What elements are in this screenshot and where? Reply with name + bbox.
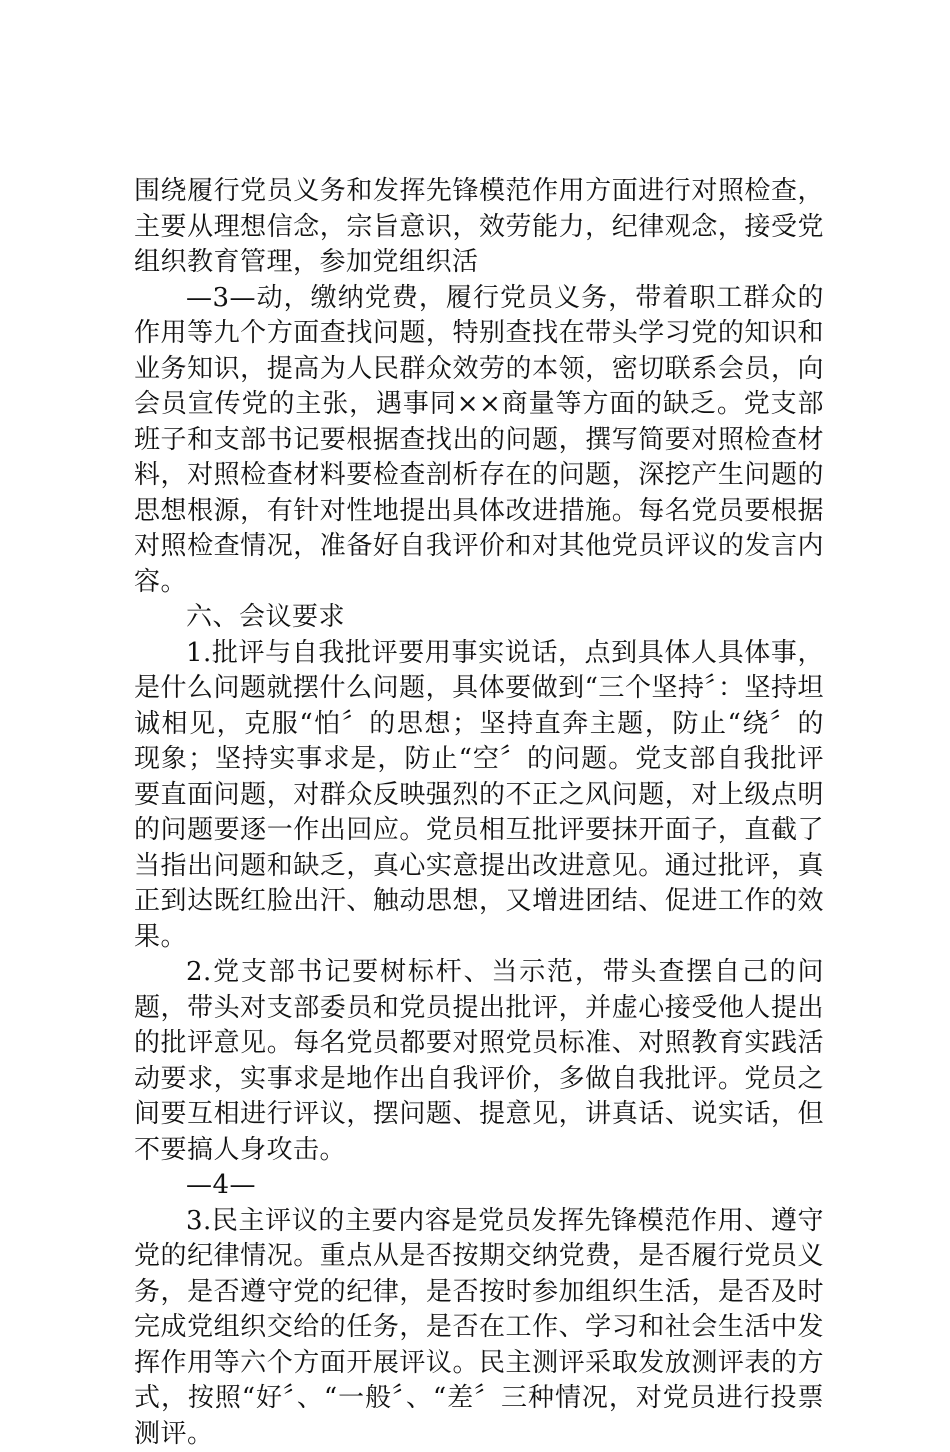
- paragraph-continuation: 围绕履行党员义务和发挥先锋模范作用方面进行对照检查，主要从理想信念，宗旨意识，效劳能力，纪律观念，接受党组织教育管理，参加党组织活: [134, 174, 824, 281]
- section-heading-meeting-requirements: 六、会议要求: [134, 600, 824, 636]
- document-body: [134, 174, 824, 1452]
- paragraph-requirement-3: 3.民主评议的主要内容是党员发挥先锋模范作用、遵守党的纪律情况。重点从是否按期交纳党费，是否履行党员义务，是否遵守党的纪律，是否按时参加组织生活，是否及时完成党组织交给的任务，是否在工作、学习和社会生活中发挥作用等六个方面开展评议。民主测评采取发放测评表的方式，按照“好〞、“一般〞、“差〞三种情况，对党员进行投票测评。: [134, 1204, 824, 1452]
- paragraph-requirement-1: 1.批评与自我批评要用事实说话，点到具体人具体事，是什么问题就摆什么问题，具体要做到“三个坚持〞：坚持坦诚相见，克服“怕〞的思想；坚持直奔主题，防止“绕〞的现象；坚持实事求是，防止“空〞的问题。党支部自我批评要直面问题，对群众反映强烈的不正之风问题，对上级点明的问题要逐一作出回应。党员相互批评要抹开面子，直截了当指出问题和缺乏，真心实意提出改进意见。通过批评，真正到达既红脸出汗、触动思想，又增进团结、促进工作的效果。: [134, 636, 824, 956]
- page-number-marker: —4—: [134, 1168, 824, 1204]
- paragraph-self-review-materials: —3—动，缴纳党费，履行党员义务，带着职工群众的作用等九个方面查找问题，特别查找在带头学习党的知识和业务知识，提高为人民群众效劳的本领，密切联系会员，向会员宣传党的主张，遇事同××商量等方面的缺乏。党支部班子和支部书记要根据查找出的问题，撰写简要对照检查材料，对照检查材料要检查剖析存在的问题，深挖产生问题的思想根源，有针对性地提出具体改进措施。每名党员要根据对照检查情况，准备好自我评价和对其他党员评议的发言内容。: [134, 281, 824, 601]
- paragraph-requirement-2: 2.党支部书记要树标杆、当示范，带头查摆自己的问题，带头对支部委员和党员提出批评，并虚心接受他人提出的批评意见。每名党员都要对照党员标准、对照教育实践活动要求，实事求是地作出自我评价，多做自我批评。党员之间要互相进行评议，摆问题、提意见，讲真话、说实话，但不要搞人身攻击。: [134, 955, 824, 1168]
